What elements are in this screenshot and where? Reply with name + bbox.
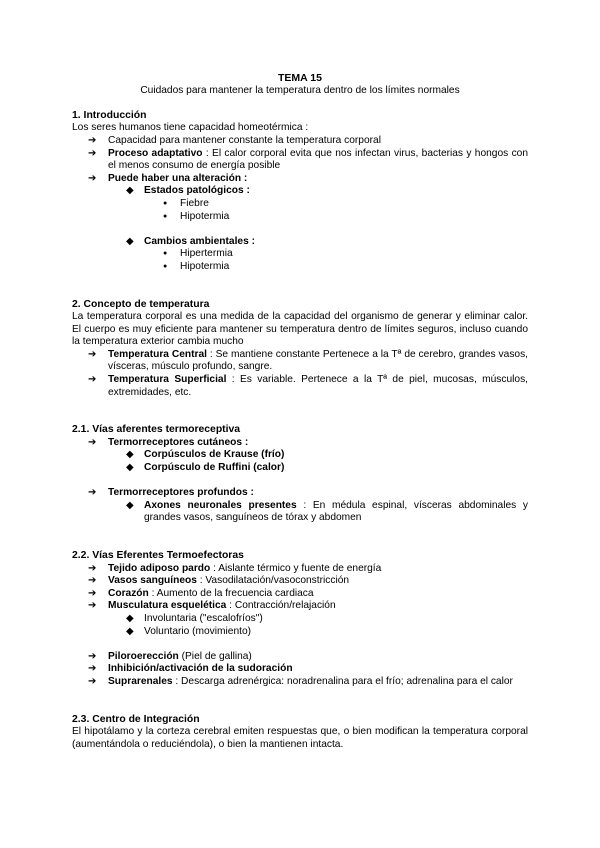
section-2-2-heading: 2.2. Vías Eferentes Termoefectoras: [72, 550, 244, 561]
item-label: Tejido adiposo pardo: [108, 562, 211, 574]
arrow-item: [72, 588, 528, 601]
arrow-item: [72, 173, 528, 186]
item-label: Axones neuronales presentes: [144, 499, 297, 511]
arrow-item: [72, 135, 528, 148]
section-2-3-heading: 2.3. Centro de Integración: [72, 713, 200, 725]
arrow-item: [72, 600, 528, 613]
diamond-item: [72, 449, 528, 462]
diamond-item: [72, 462, 528, 475]
item-label: Termorreceptores profundos :: [108, 487, 254, 499]
doc-title: TEMA 15: [278, 72, 322, 84]
item-label: Puede haber una alteración :: [108, 172, 248, 184]
item-text: : El calor corporal evita que nos infectan virus, bacterias y hongos con el menos consumo de energía posible: [108, 147, 529, 172]
arrow-item: [72, 487, 528, 500]
item-text: : Se mantiene constante Pertenece a la Tª de cerebro, grandes vasos, vísceras, músculo profundo, sangre.: [108, 348, 528, 373]
arrow-item: [72, 676, 528, 689]
bullet-item: ● Hipotermia: [72, 261, 528, 274]
section-2-3-paragraph: El hipotálamo y la corteza cerebral emiten respuestas que, o bien modifican la temperatura corporal (aumentándola o reduciéndola), o bien la mantienen intacta.: [72, 726, 528, 750]
item-label: Musculatura esquelética: [108, 600, 227, 612]
section-1-intro: Los seres humanos tiene capacidad homeotérmica :: [72, 122, 309, 134]
diamond-item: [72, 236, 528, 249]
diamond-item: ◆ Involuntaria ("escalofríos"): [72, 613, 528, 626]
section-2-1-heading: 2.1. Vías aferentes termoreceptiva: [72, 424, 241, 436]
arrow-item: [72, 575, 528, 588]
arrow-item: [72, 437, 528, 450]
item-text: Capacidad para mantener constante la temperatura corporal: [108, 134, 381, 146]
arrow-item: [72, 349, 528, 374]
arrow-item: [72, 563, 528, 576]
item-label: Vasos sanguíneos: [108, 575, 197, 587]
item-text: : En médula espinal, vísceras abdominales y grandes vasos, sanguíneos de tórax y abdomen: [144, 499, 528, 524]
arrow-item: [72, 651, 528, 664]
item-label: Corpúsculos de Krause (frío): [144, 449, 285, 461]
bullet-item: ● Fiebre: [72, 198, 528, 211]
diamond-item: [72, 185, 528, 198]
item-text: (Piel de gallina): [178, 650, 252, 662]
item-label: Suprarenales: [108, 675, 173, 687]
diamond-item: ◆ Voluntario (movimiento): [72, 626, 528, 639]
arrow-item: [72, 148, 528, 173]
item-label: Termorreceptores cutáneos :: [108, 436, 249, 448]
item-label: Corpúsculo de Ruffini (calor): [144, 462, 285, 474]
item-text: : Aislante térmico y fuente de energía: [210, 562, 382, 574]
section-2-heading: 2. Concepto de temperatura: [72, 298, 210, 310]
section-2-paragraph: La temperatura corporal es una medida de la capacidad del organismo de generar y eliminar calor. El cuerpo es muy eficiente para mantener su temperatura dentro de límites seguros, incluso cuando la temperatura exterior cambia mucho: [72, 311, 528, 348]
item-label: Estados patológicos :: [144, 185, 250, 197]
diamond-item: [72, 500, 528, 525]
item-text: : Contracción/relajación: [226, 600, 336, 612]
section-1-heading: 1. Introducción: [72, 109, 147, 121]
item-text: : Descarga adrenérgica: noradrenalina para el frío; adrenalina para el calor: [172, 675, 513, 687]
item-label: Proceso adaptativo: [108, 147, 203, 159]
item-label: Temperatura Central: [108, 348, 207, 360]
item-label: Piloroerección: [108, 650, 179, 662]
item-label: Inhibición/activación de la sudoración: [108, 663, 293, 675]
doc-subtitle: Cuidados para mantener la temperatura dentro de los límites normales: [140, 84, 460, 96]
item-label: Corazón: [108, 587, 149, 599]
bullet-item: ● Hipotermia: [72, 211, 528, 224]
bullet-item: ● Hipertermia: [72, 248, 528, 261]
item-text: : Es variable. Pertenece a la Tª de piel, mucosas, músculos, extremidades, etc.: [108, 374, 529, 398]
arrow-item: [72, 663, 528, 676]
item-text: : Aumento de la frecuencia cardiaca: [148, 587, 314, 599]
arrow-item: [72, 374, 528, 399]
item-label: Temperatura Superficial: [108, 374, 227, 386]
item-text: : Vasodilatación/vasoconstricción: [196, 575, 350, 587]
document-page: [72, 72, 528, 751]
item-label: Cambios ambientales :: [144, 235, 255, 247]
